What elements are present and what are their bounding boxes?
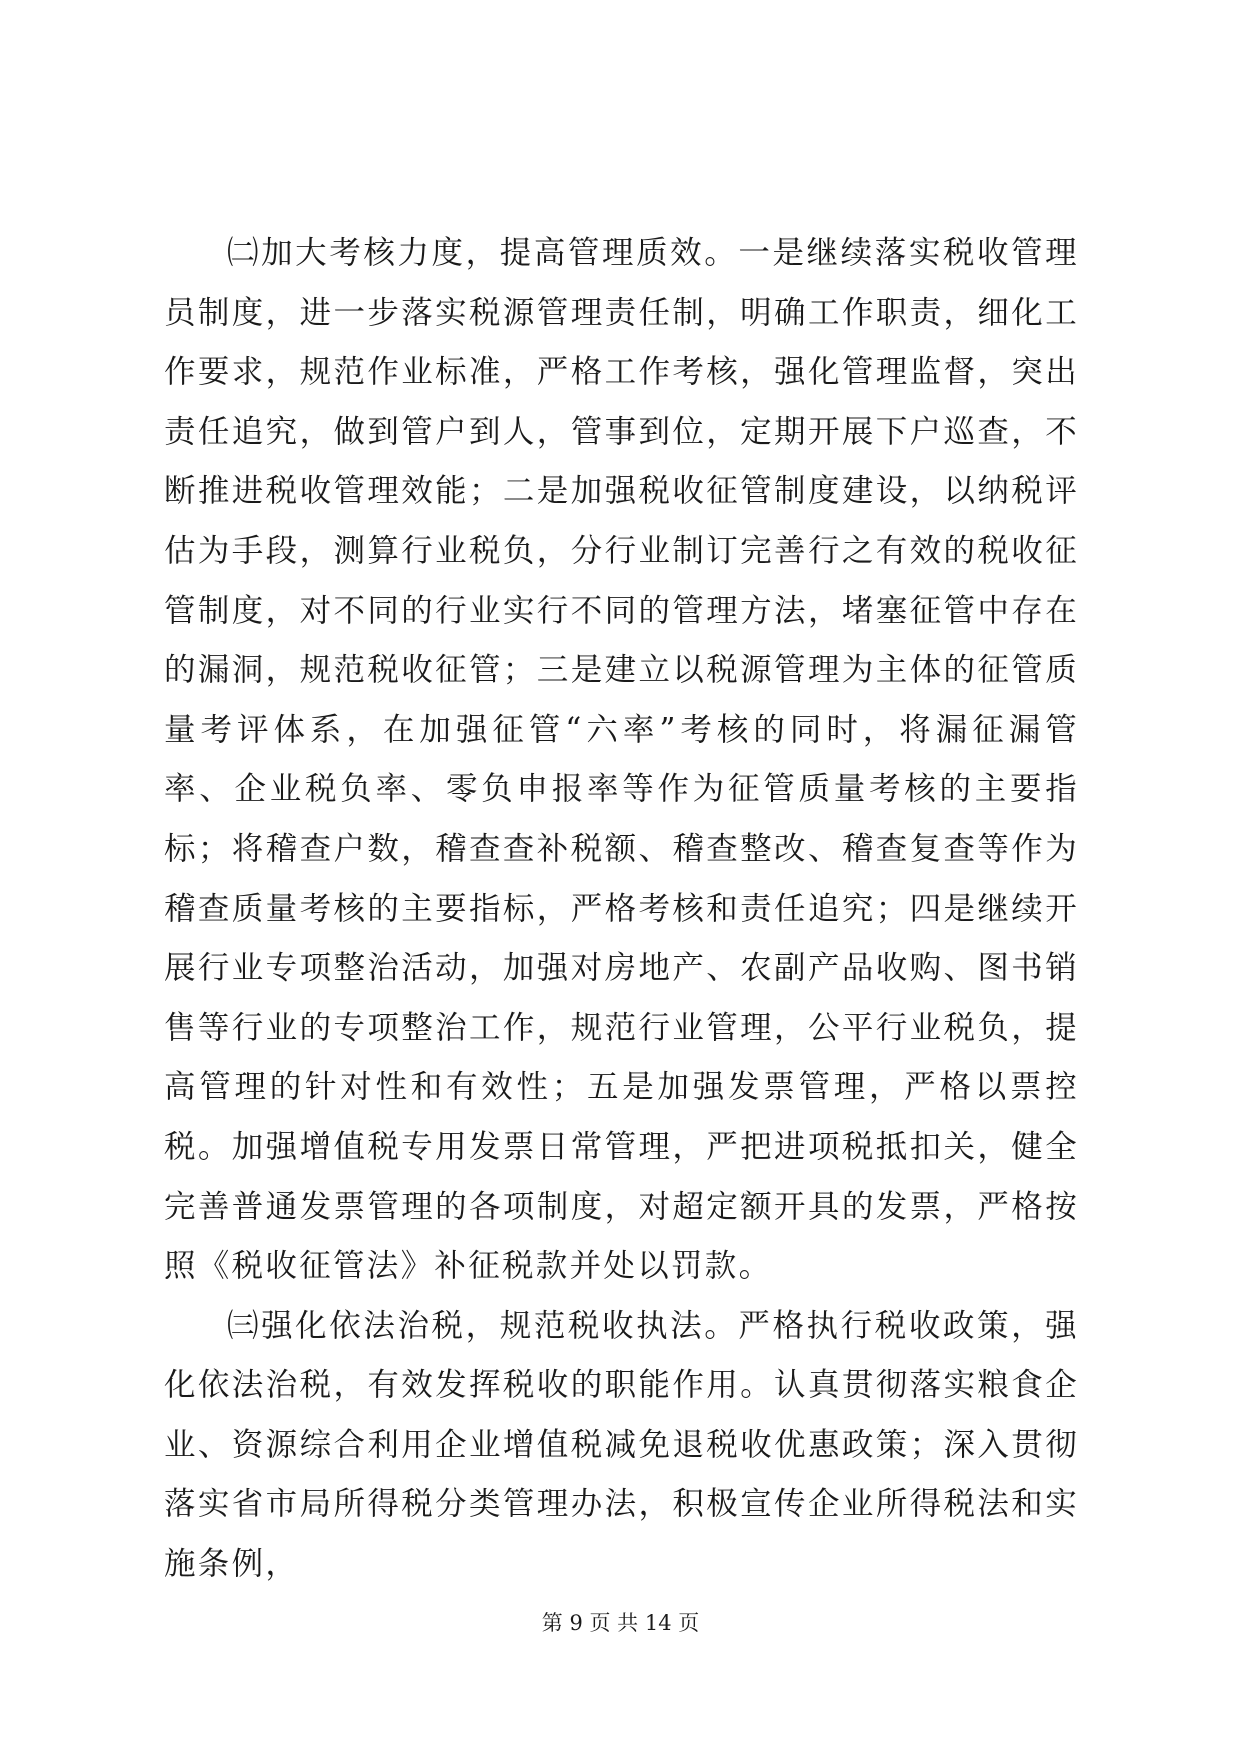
paragraph-section-3: ㈢强化依法治税，规范税收执法。严格执行税收政策，强化依法治税，有效发挥税收的职能作用。认真贯彻落实粮食企业、资源综合利用企业增值税减免退税收优惠政策；深入贯彻落实省市局所得税分类管理办法，积极宣传企业所得税法和实施条例， [164, 1307, 1079, 1583]
page-number-footer: 第 9 页 共 14 页 [541, 1611, 700, 1635]
document-body [164, 224, 1079, 1595]
paragraph-section-2: ㈡加大考核力度，提高管理质效。一是继续落实税收管理员制度，进一步落实税源管理责任制，明确工作职责，细化工作要求，规范作业标准，严格工作考核，强化管理监督，突出责任追究，做到管户到人，管事到位，定期开展下户巡查，不断推进税收管理效能；二是加强税收征管制度建设，以纳税评估为手段，测算行业税负，分行业制订完善行之有效的税收征管制度，对不同的行业实行不同的管理方法，堵塞征管中存在的漏洞，规范税收征管；三是建立以税源管理为主体的征管质量考评体系，在加强征管“六率”考核的同时，将漏征漏管率、企业税负率、零负申报率等作为征管质量考核的主要指标；将稽查户数，稽查查补税额、稽查整改、稽查复查等作为稽查质量考核的主要指标，严格考核和责任追究；四是继续开展行业专项整治活动，加强对房地产、农副产品收购、图书销售等行业的专项整治工作，规范行业管理，公平行业税负，提高管理的针对性和有效性；五是加强发票管理，严格以票控税。加强增值税专用发票日常管理，严把进项税抵扣关，健全完善普通发票管理的各项制度，对超定额开具的发票，严格按照《税收征管法》补征税款并处以罚款。 [164, 235, 1079, 1285]
